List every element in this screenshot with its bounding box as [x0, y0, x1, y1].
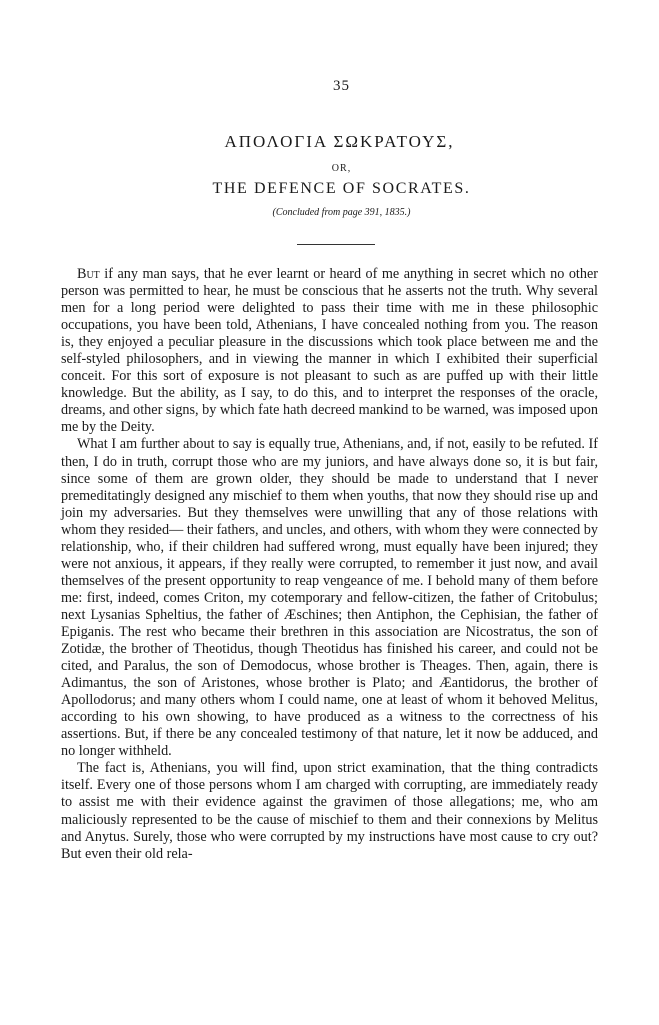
english-title: THE DEFENCE OF SOCRATES. — [212, 180, 471, 197]
paragraph-1 — [61, 266, 598, 436]
or-separator: OR, — [331, 163, 352, 174]
page-number: 35 — [333, 78, 350, 94]
paragraph-text: if any man says, that he ever learnt or heard of me anything in secret which no other person was permitted to hear, he must be conscious that he asserts not the truth. Why several men for a long period were delighted to pass their time with me in these philosophic occupations, you have been told, Athenians, I have concealed nothing from you. The reason is, they enjoyed a peculiar pleasure in the discussions which took place between me and the self-styled philosophers, and in viewing the manner in which I exhibited their superficial conceit. For this sort of exposure is not pleasant to such as are puffed up with their little knowledge. But the ability, as I say, to do this, and to interpret the responses of the oracle, dreams, and other signs, by which fate hath decreed mankind to be warned, was imposed upon me by the Deity. — [61, 266, 598, 436]
paragraph-3 — [61, 760, 598, 862]
continuation-note: (Concluded from page 391, 1835.) — [272, 207, 411, 218]
paragraph-2 — [61, 436, 598, 760]
paragraph-text: The fact is, Athenians, you will find, upon strict examination, that the thing contradicts itself. Every one of those persons whom I am charged with corrupting, are immediately ready to assist me with their evidence against the gravimen of those allegations; me, who am maliciously represented to be the cause of mischief to them and their connexions by Melitus and Anytus. Surely, those who were corrupted by my instructions have most cause to cry out? But even their old rela- — [61, 760, 598, 862]
body-text — [61, 266, 598, 863]
title-divider — [297, 244, 375, 245]
paragraph-lead-word: But — [77, 266, 100, 282]
paragraph-text: What I am further about to say is equally true, Athenians, and, if not, easily to be refuted. If then, I do in truth, corrupt those who are my juniors, and have always done so, it is but fair, since some of them are grown older, they should be made to understand that I never premeditatingly designed any mischief to them when youths, that now they should rise up and join my adversaries. But they themselves were unwilling that any of those relations with whom they resided— their fathers, and uncles, and others, with whom they were connected by relationship, who, if their children had suffered wrong, must equally have been injured; they were not anxious, it appears, if they really were corrupted, to remember it just now, and avail themselves of the present opportunity to reap vengeance of me. I behold many of them before me: first, indeed, comes Criton, my cotemporary and fellow-citizen, the father of Critobulus; next Lysanias Spheltius, the father of Æschines; then Antiphon, the Cephisian, the father of Epiganis. The rest who became their brethren in this association are Nicostratus, the son of Zotidæ, the brother of Theotidus, though Theotidus has finished his career, and could not be cited, and Paralus, the son of Demodocus, whose brother is Theages. Then, again, there is Adimantus, the son of Aristones, whose brother is Plato; and Æantidorus, the brother of Apollodorus; and many others whom I could name, one at least of whom it behoved Melitus, according to his own showing, to have produced as a witness to the correctness of his assertions. But, if there be any concealed testimony of that nature, let it now be adduced, and no longer withheld. — [61, 436, 598, 760]
greek-title: ΑΠΟΛΟΓΙΑ ΣΩΚΡΑΤΟΥΣ, — [224, 132, 455, 151]
